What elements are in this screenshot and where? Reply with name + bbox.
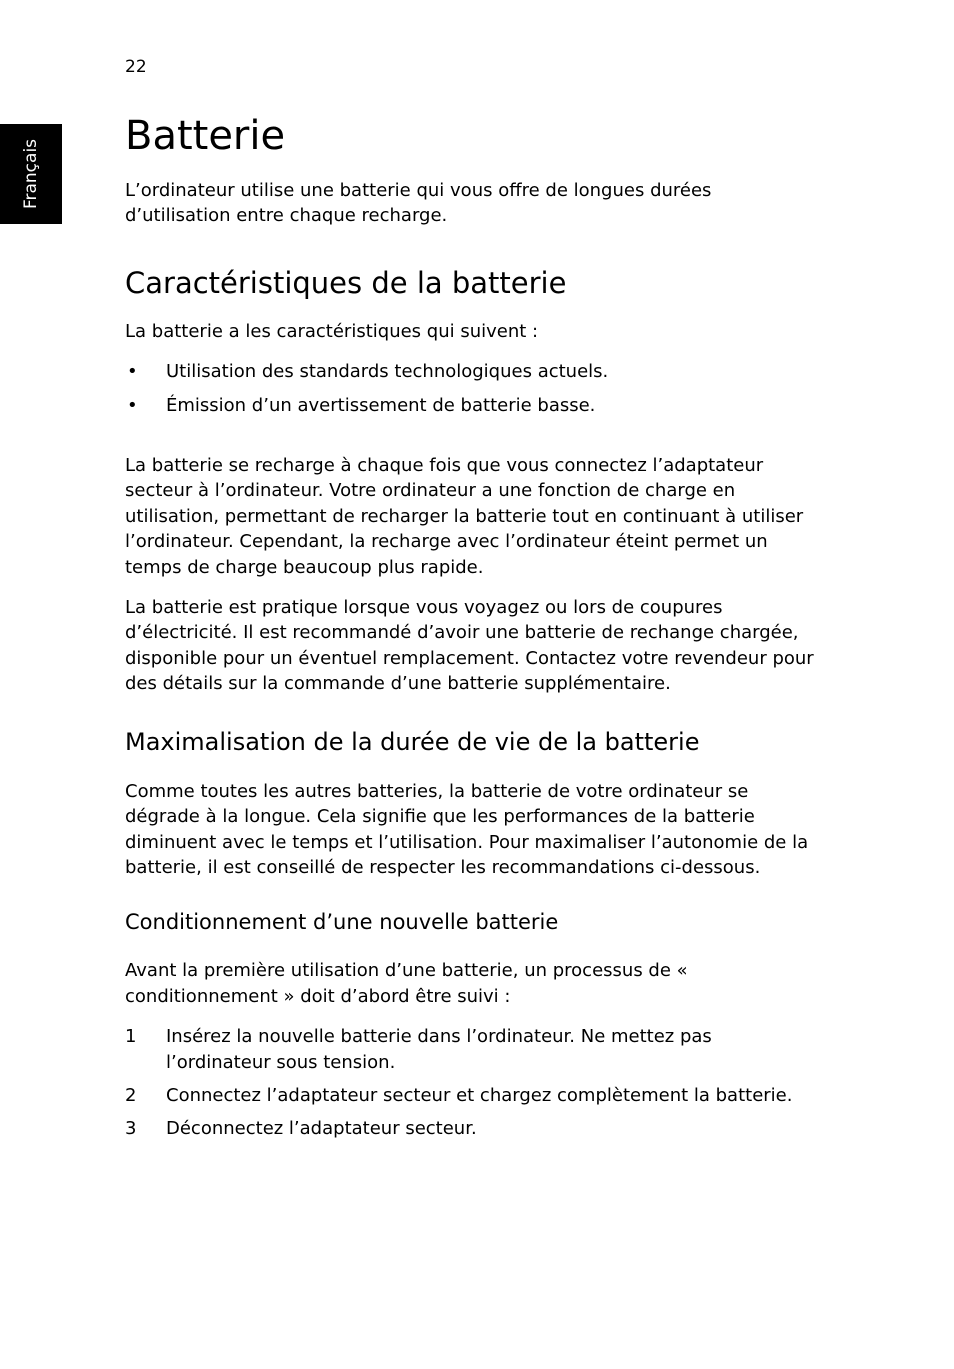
list-item: • Utilisation des standards technologiques actuels. <box>125 359 815 384</box>
step-number: 1 <box>125 1026 137 1048</box>
language-tab-label: Français <box>21 138 41 210</box>
step-text: Insérez la nouvelle batterie dans l’ordinateur. Ne mettez pas l’ordinateur sous tension. <box>166 1026 712 1073</box>
lifespan-paragraph: Comme toutes les autres batteries, la batterie de votre ordinateur se dégrade à la longue. Cela signifie que les performances de la batterie diminuent avec le temps et l’utilisation. Pour maximaliser l’autonomie de la batterie, il est conseillé de respecter les recommandations ci-dessous. <box>125 780 809 878</box>
step-number: 2 <box>125 1084 137 1106</box>
page-number: 22 <box>125 57 147 77</box>
step-number: 3 <box>125 1118 137 1140</box>
conditioning-steps <box>125 1024 815 1142</box>
step-item <box>125 1116 815 1141</box>
section-heading-conditioning: Conditionnement d’une nouvelle batterie <box>125 910 559 935</box>
step-item <box>125 1083 815 1108</box>
intro-paragraph: L’ordinateur utilise une batterie qui vous offre de longues durées d’utilisation entre chaque recharge. <box>125 180 712 227</box>
characteristics-lead: La batterie a les caractéristiques qui suivent : <box>125 320 539 342</box>
step-text: Connectez l’adaptateur secteur et chargez complètement la batterie. <box>166 1084 793 1106</box>
characteristics-paragraph-1: La batterie se recharge à chaque fois que vous connectez l’adaptateur secteur à l’ordinateur. Votre ordinateur a une fonction de charge en utilisation, permettant de recharger la batterie tout en continuant à utiliser l’ordinateur. Cependant, la recharge avec l’ordinateur éteint permet un temps de charge beaucoup plus rapide. <box>125 455 804 578</box>
section-heading-lifespan: Maximalisation de la durée de vie de la batterie <box>125 727 700 756</box>
conditioning-lead: Avant la première utilisation d’une batterie, un processus de « conditionnement » doit d’abord être suivi : <box>125 960 688 1007</box>
characteristics-paragraph-2: La batterie est pratique lorsque vous voyagez ou lors de coupures d’électricité. Il est recommandé d’avoir une batterie de rechange chargée, disponible pour un éventuel remplacement. Contactez votre revendeur pour des détails sur la commande d’une batterie supplémentaire. <box>125 597 814 695</box>
spacer <box>125 433 815 453</box>
list-item: • Émission d’un avertissement de batterie basse. <box>125 393 815 418</box>
language-tab <box>0 124 62 224</box>
step-text: Déconnectez l’adaptateur secteur. <box>166 1118 477 1140</box>
page-title: Batterie <box>125 113 286 159</box>
step-item <box>125 1024 815 1075</box>
section-heading-characteristics: Caractéristiques de la batterie <box>125 265 567 300</box>
characteristics-list <box>125 359 815 418</box>
page-content <box>125 110 815 1157</box>
